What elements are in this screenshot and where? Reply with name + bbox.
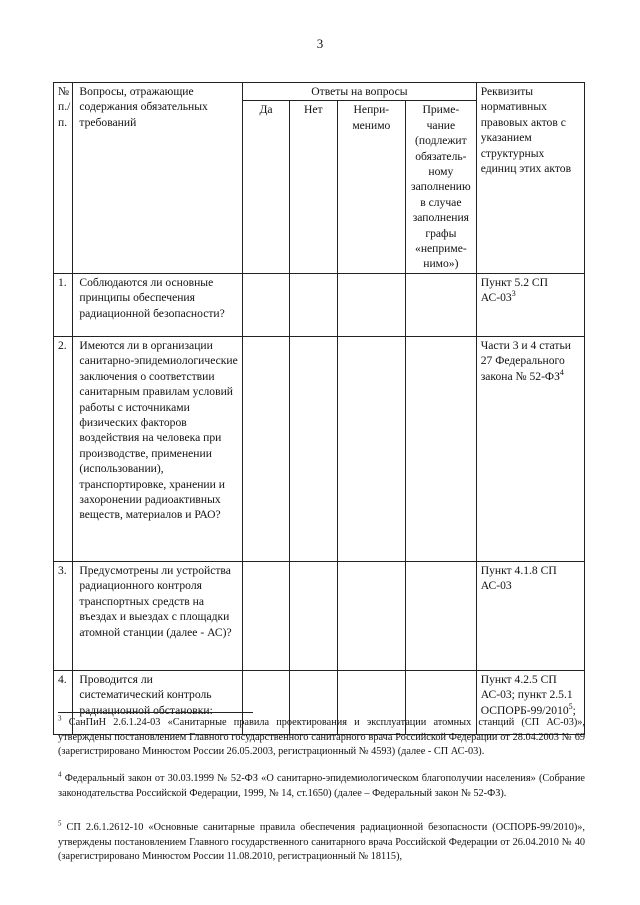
table-row (54, 273, 585, 336)
header-answers-group: Ответы на вопросы (243, 83, 477, 101)
footnote-3 (58, 716, 585, 760)
table-row (54, 561, 585, 670)
row-question: Проводится ли систематический контроль радиационной обстановки: (73, 670, 243, 734)
row-num: 3. (54, 561, 73, 670)
footnote-mark: 5 (58, 819, 62, 828)
footnote-mark: 4 (58, 770, 62, 779)
row-num: 4. (54, 670, 73, 734)
row-num: 2. (54, 336, 73, 561)
answer-na-cell[interactable] (337, 273, 405, 336)
footnote-mark: 3 (58, 714, 62, 723)
header-requisites: Реквизиты нормативных правовых актов с указанием структурных единиц этих актов (476, 83, 584, 274)
footnote-mark: 4 (559, 367, 564, 377)
footnote-5 (58, 821, 585, 865)
table-row (54, 336, 585, 561)
answer-yes-cell[interactable] (243, 273, 290, 336)
answer-no-cell[interactable] (289, 336, 337, 561)
row-ref: Пункт 4.2.5 СП АС-03; пункт 2.5.1 ОСПОРБ-99/2010 (480, 672, 573, 717)
header-row-top (54, 83, 585, 101)
header-note: Приме- чание (подлежит обязатель- ному заполнению в случае заполнения графы «неприме- нимо») (406, 101, 477, 273)
answer-no-cell[interactable] (289, 273, 337, 336)
row-num: 1. (54, 273, 73, 336)
answer-note-cell[interactable] (406, 273, 477, 336)
row-ref: Части 3 и 4 статьи 27 Федерального закона № 52-ФЗ (480, 338, 571, 383)
row-question: Предусмотрены ли устройства радиационного контроля транспортных средств на въездах и выездах с площадки атомной станции (далее - АС)? (73, 561, 243, 670)
answer-yes-cell[interactable] (243, 561, 290, 670)
row-question: Соблюдаются ли основные принципы обеспечения радиационной безопасности? (73, 273, 243, 336)
header-na: Непри- менимо (337, 101, 405, 273)
footnote-text: СанПиН 2.6.1.24-03 «Санитарные правила проектирования и эксплуатации атомных станций (СП АС-03)», утверждены постановлением Главного государственного санитарного врача Российской Федерации от 28.04.2003 № 69 (зарегистрировано Минюстом России 26.05.2003, регистрационный № 4593) (далее - СП АС-03). (58, 717, 585, 758)
header-yes: Да (243, 101, 290, 273)
footnote-4 (58, 772, 585, 801)
header-num: № п./ п. (54, 83, 73, 274)
row-ref: Пункт 5.2 СП АС-03 (480, 275, 549, 305)
row-ref: Пункт 4.1.8 СП АС-03 (480, 563, 557, 593)
row-ref-tail: ; (572, 703, 576, 717)
answer-no-cell[interactable] (289, 561, 337, 670)
answer-note-cell[interactable] (406, 561, 477, 670)
checklist-table (53, 82, 585, 735)
row-requisites (476, 561, 584, 670)
footnote-mark: 5 (568, 701, 573, 711)
footnote-mark: 3 (511, 289, 516, 299)
row-question: Имеются ли в организации санитарно-эпидемиологические заключения о соответствии санитарным правилам условий работы с источниками физических факторов воздействия на человека при производстве, применении (использовании), транспортировке, хранении и захоронении радиоактивных веществ, материалов и РАО? (73, 336, 243, 561)
footnote-separator (58, 712, 253, 713)
answer-yes-cell[interactable] (243, 336, 290, 561)
footnote-text: Федеральный закон от 30.03.1999 № 52-ФЗ «О санитарно-эпидемиологическом благополучии населения» (Собрание законодательства Российской Федерации, 1999, № 14, ст.1650) (далее – Федеральный закон № 52-ФЗ). (58, 773, 585, 799)
answer-na-cell[interactable] (337, 336, 405, 561)
answer-note-cell[interactable] (406, 336, 477, 561)
page-number: 3 (316, 36, 324, 51)
row-requisites (476, 336, 584, 561)
row-requisites (476, 273, 584, 336)
footnote-text: СП 2.6.1.2612-10 «Основные санитарные правила обеспечения радиационной безопасности (ОСПОРБ-99/2010)», утверждены постановлением Главного государственного санитарного врача Российской Федерации от 26.04.2010 № 40 (зарегистрировано Минюстом России 11.08.2010, регистрационный № 18115), (58, 822, 585, 863)
header-no: Нет (289, 101, 337, 273)
answer-na-cell[interactable] (337, 561, 405, 670)
header-questions: Вопросы, отражающие содержания обязательных требований (73, 83, 243, 274)
